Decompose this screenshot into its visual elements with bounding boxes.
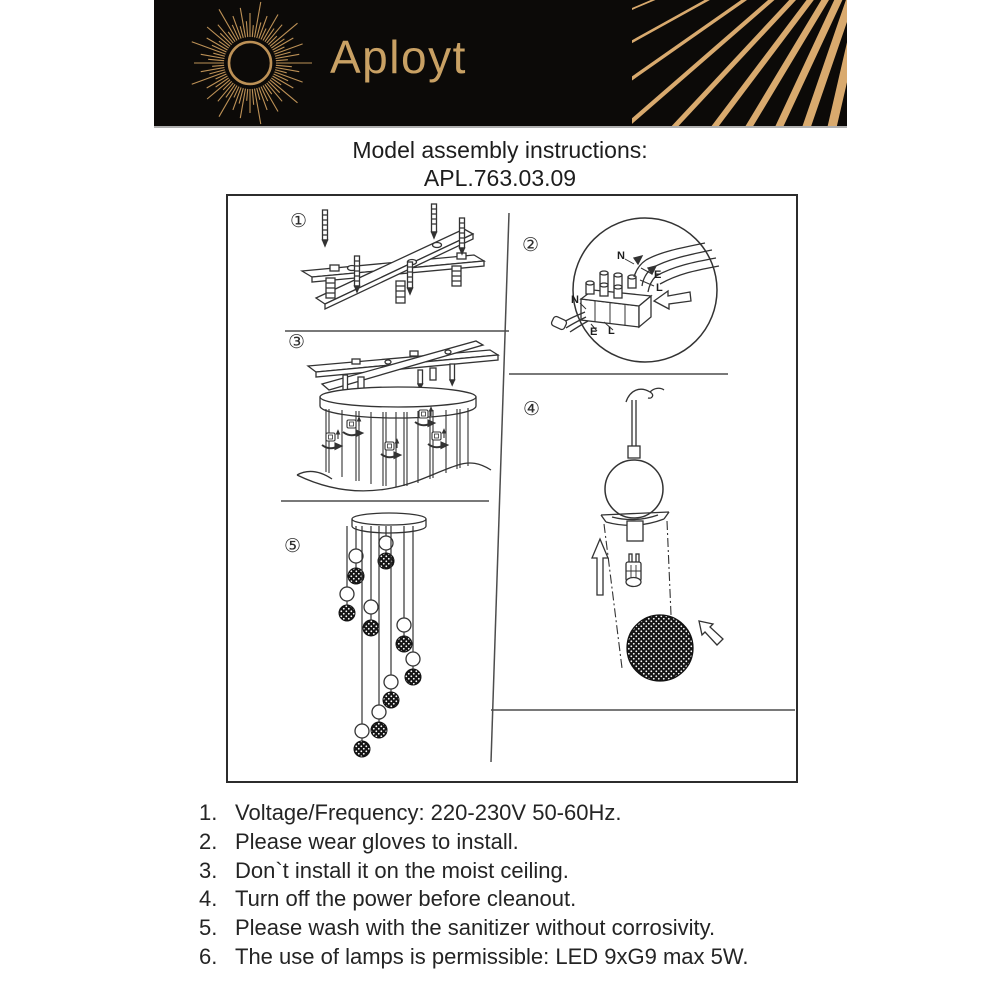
instruction-text: Turn off the power before cleanout. <box>235 886 577 912</box>
corner-rays-decoration <box>632 0 847 126</box>
step-number-3: ③ <box>288 332 306 353</box>
instruction-number: 1. <box>199 800 218 825</box>
brand-header <box>154 0 847 126</box>
wire-label-l-top: L <box>656 282 663 294</box>
instruction-item <box>199 914 849 943</box>
instruction-number: 2. <box>199 828 218 854</box>
instruction-item <box>199 828 849 857</box>
instruction-text: Please wash with the sanitizer without corrosivity. <box>235 915 716 941</box>
clip-lock-icons <box>322 408 448 459</box>
instruction-number: 6. <box>199 943 218 969</box>
instruction-number: 5. <box>199 915 218 941</box>
step-2-wiring-diagram <box>551 218 719 362</box>
step-number-1: ① <box>290 211 308 232</box>
wire-label-n-bottom: N <box>571 294 579 306</box>
step-4-bulb-diagram <box>592 388 723 681</box>
instruction-list <box>199 799 849 972</box>
g9-bulb-icon <box>626 554 641 587</box>
instruction-text: Don`t install it on the moist ceiling. <box>235 857 569 883</box>
instruction-item <box>199 799 849 828</box>
wire-label-e-top: E <box>654 269 662 281</box>
model-code: APL.763.03.09 <box>423 165 577 191</box>
panel-dividers <box>281 213 795 762</box>
lift-arrow-icon <box>592 539 608 595</box>
assembly-diagram-box <box>226 194 798 783</box>
attach-arrow-icon <box>699 621 723 645</box>
step-1-bracket-diagram <box>302 204 484 309</box>
instruction-text: The use of lamps is permissible: LED 9xG9 max 5W. <box>235 943 749 969</box>
step-number-4: ④ <box>523 399 541 420</box>
instruction-item <box>199 857 849 886</box>
instruction-number: 3. <box>199 857 218 883</box>
sunburst-logo-icon <box>184 0 319 126</box>
step-5-chandelier-diagram <box>339 513 426 757</box>
step-number-5: ⑤ <box>284 536 302 557</box>
wire-label-e-bottom: E <box>590 326 598 338</box>
brand-wordmark: Aployt <box>330 31 467 83</box>
assembly-diagram <box>228 196 796 781</box>
instruction-number: 4. <box>199 886 218 912</box>
instruction-text: Voltage/Frequency: 220-230V 50-60Hz. <box>235 800 622 825</box>
step-3-canopy-diagram <box>297 341 498 491</box>
wire-label-l-bottom: L <box>608 325 615 337</box>
step-number-2: ② <box>522 235 540 256</box>
wire-label-n-top: N <box>617 250 625 262</box>
crystal-ball <box>627 615 693 681</box>
instruction-text: Please wear gloves to install. <box>235 828 519 854</box>
instruction-item <box>199 943 849 972</box>
page-title: Model assembly instructions: <box>352 137 648 163</box>
instruction-item <box>199 885 849 914</box>
